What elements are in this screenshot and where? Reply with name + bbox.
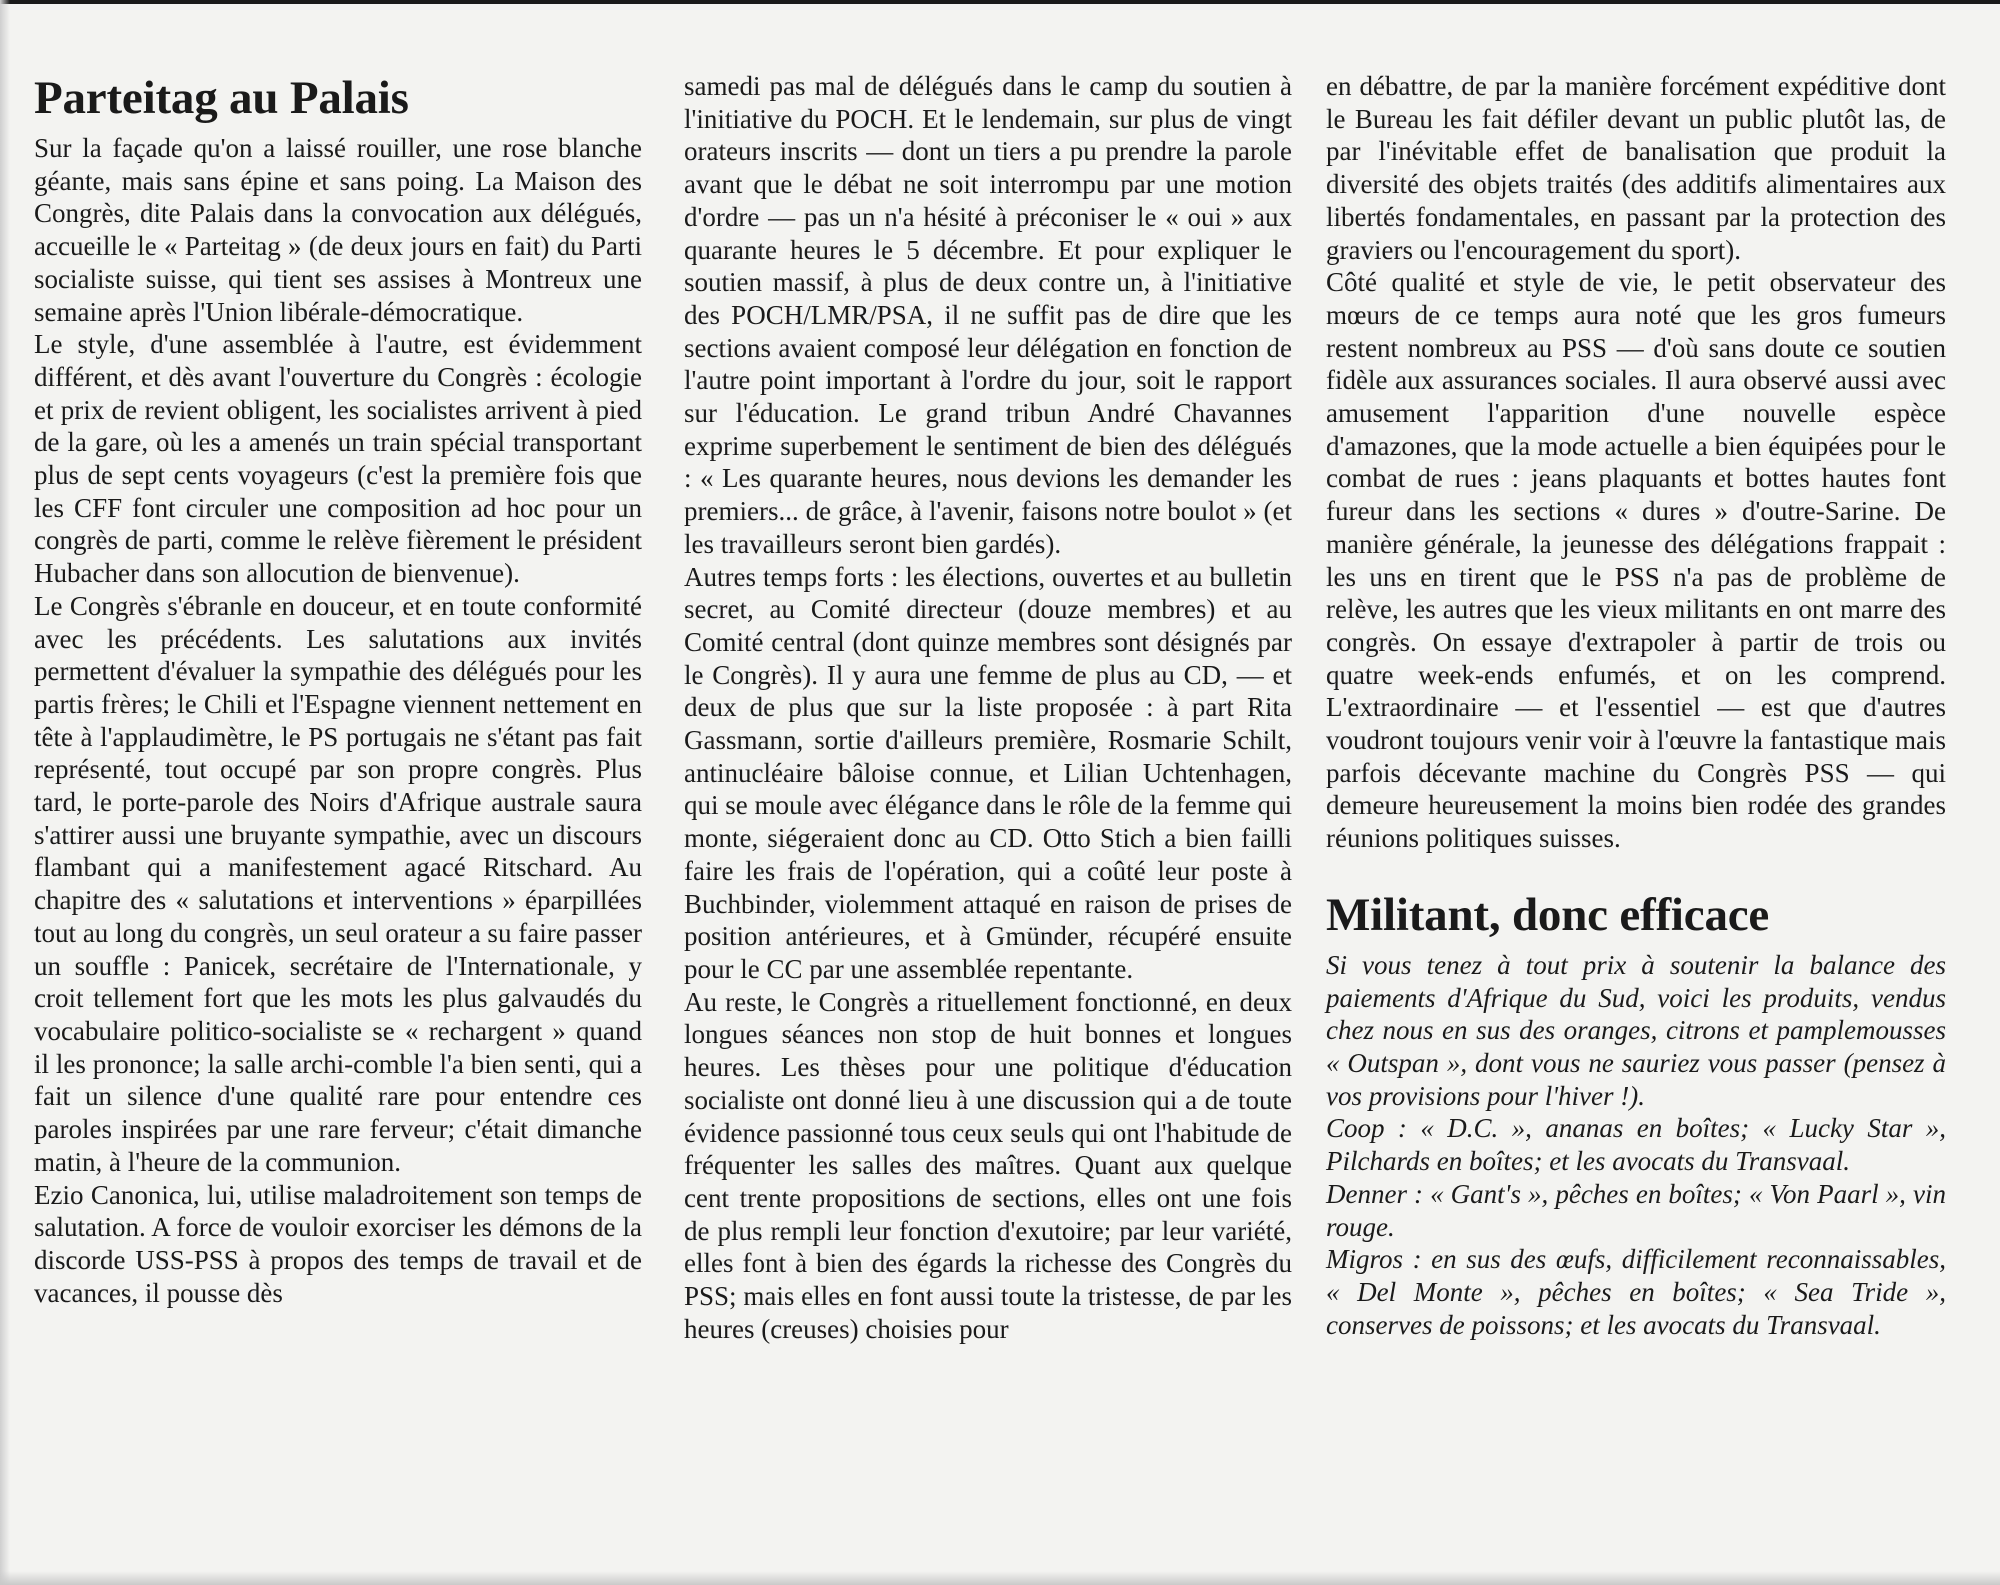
paragraph: Autres temps forts : les élections, ouvertes et au bulletin secret, au Comité directeur (douze membres) et au Comité central (dont quinze membres sont désignés par le Congrès). Il y aura une femme de plus au CD, — et deux de plus que sur la liste proposée : à part Rita Gassmann, sortie d'ailleurs première, Rosmarie Schilt, antinucléaire bâloise connue, et Lilian Uchtenhagen, qui se moule avec élégance dans le rôle de la femme qui monte, siégeraient donc au CD. Otto Stich a bien failli faire les frais de l'opération, qui a coûté leur poste à Buchbinder, violemment attaqué en raison de prises de position antérieures, et à Gmünder, récupéré ensuite pour le CC par une assemblée repentante. xyxy=(684,561,1292,984)
column-1 xyxy=(34,72,642,1309)
paragraph: Ezio Canonica, lui, utilise maladroitement son temps de salutation. A force de vouloir exorciser les démons de la discorde USS-PSS à propos des temps de travail et de vacances, il pousse dès xyxy=(34,1179,642,1308)
paragraph: Sur la façade qu'on a laissé rouiller, une rose blanche géante, mais sans épine et sans poing. La Maison des Congrès, dite Palais dans la convocation aux délégués, accueille le « Parteitag » (de deux jours en fait) du Parti socialiste suisse, qui tient ses assises à Montreux une semaine après l'Union libérale-démocratique. xyxy=(34,133,642,327)
scan-edge-left xyxy=(0,0,10,1585)
article-title-militant: Militant, donc efficace xyxy=(1326,888,1770,941)
column-3 xyxy=(1326,70,1946,1341)
article-title-parteitag: Parteitag au Palais xyxy=(34,72,409,124)
paragraph: Denner : « Gant's », pêches en boîtes; « Von Paarl », vin rouge. xyxy=(1326,1178,1946,1242)
column-2 xyxy=(684,70,1292,1345)
scan-edge-bottom xyxy=(0,1571,2000,1585)
paragraph: Le style, d'une assemblée à l'autre, est évidemment différent, et dès avant l'ouverture du Congrès : écologie et prix de revient obligent, les socialistes arrivent à pied de la gare, où les a amenés un train spécial transportant plus de sept cents voyageurs (c'est la première fois que les CFF font circuler une composition ad hoc pour un congrès de parti, comme le relève fièrement le président Hubacher dans son allocution de bienvenue). xyxy=(34,329,642,589)
top-rule xyxy=(0,0,2000,4)
paragraph-continued: en débattre, de par la manière forcément expéditive dont le Bureau les fait défiler devant un public plutôt las, de par l'inévitable effet de banalisation que produit la diversité des objets traités (des additifs alimentaires aux libertés fondamentales, en passant par la protection des graviers ou l'encouragement du sport). xyxy=(1326,71,1946,265)
paragraph: Si vous tenez à tout prix à soutenir la balance des paiements d'Afrique du Sud, voici les produits, vendus chez nous en sus des oranges, citrons et pamplemousses « Outspan », dont vous ne sauriez vous passer (pensez à vos provisions pour l'hiver !). xyxy=(1326,949,1946,1111)
paragraph-continued: samedi pas mal de délégués dans le camp du soutien à l'initiative du POCH. Et le lendemain, sur plus de vingt orateurs inscrits — dont un tiers a pu prendre la parole avant que le débat ne soit interrompu par une motion d'ordre — pas un n'a hésité à préconiser le « oui » aux quarante heures le 5 décembre. Et pour expliquer le soutien massif, à plus de deux contre un, à l'initiative des POCH/LMR/PSA, il ne suffit pas de dire que les sections avaient composé leur délégation en fonction de l'autre point important à l'ordre du jour, soit le rapport sur l'éducation. Le grand tribun André Chavannes exprime superbement le sentiment de bien des délégués : « Les quarante heures, nous devions les demander les premiers... de grâce, à l'avenir, faisons notre boulot » (et les travailleurs seront bien gardés). xyxy=(684,71,1292,559)
paragraph: Côté qualité et style de vie, le petit observateur des mœurs de ce temps aura noté que les gros fumeurs restent nombreux au PSS — d'où sans doute ce soutien fidèle aux assurances sociales. Il aura observé aussi avec amusement l'apparition d'une nouvelle espèce d'amazones, que la mode actuelle a bien équipées pour le combat de rues : jeans plaquants et bottes hautes font fureur dans les sections « dures » d'outre-Sarine. De manière générale, la jeunesse des délégations frappait : les uns en tirent que le PSS n'a pas de problème de relève, les autres que les vieux militants en ont marre des congrès. On essaye d'extrapoler à partir de trois ou quatre week-ends enfumés, et on les comprend. L'extraordinaire — et l'essentiel — est que d'autres voudront toujours venir voir à l'œuvre la fantastique mais parfois décevante machine du Congrès PSS — qui demeure heureusement la moins bien rodée des grandes réunions politiques suisses. xyxy=(1326,267,1946,854)
paragraph: Le Congrès s'ébranle en douceur, et en toute conformité avec les précédents. Les salutations aux invités permettent d'évaluer la sympathie des délégués pour les partis frères; le Chili et l'Espagne viennent nettement en tête à l'applaudimètre, le PS portugais ne s'étant pas fait représenté, tout occupé par son propre congrès. Plus tard, le porte-parole des Noirs d'Afrique australe saura s'attirer aussi une bruyante sympathie, avec un discours flambant qui a manifestement agacé Ritschard. Au chapitre des « salutations et interventions » éparpillées tout au long du congrès, un seul orateur a su faire passer un souffle : Panicek, secrétaire de l'Internationale, y croit tellement fort que les mots les plus galvaudés du vocabulaire politico-socialiste se « rechargent » quand il les prononce; la salle archi-comble l'a bien senti, qui a fait un silence d'une qualité rare pour entendre ces paroles inspirées par une rare ferveur; c'était dimanche matin, à l'heure de la communion. xyxy=(34,590,642,1177)
paragraph: Au reste, le Congrès a rituellement fonctionné, en deux longues séances non stop de huit bonnes et longues heures. Les thèses pour une politique d'éducation socialiste ont donné lieu à une discussion qui a de toute évidence passionné tous ceux seuls qui ont l'habitude de fréquenter les salles des maîtres. Quant aux quelque cent trente propositions de sections, elles ont une fois de plus rempli leur fonction d'exutoire; par leur variété, elles font à bien des égards la richesse des Congrès du PSS; mais elles en font aussi toute la tristesse, de par les heures (creuses) choisies pour xyxy=(684,986,1292,1344)
paragraph: Coop : « D.C. », ananas en boîtes; « Lucky Star », Pilchards en boîtes; et les avocats du Transvaal. xyxy=(1326,1113,1946,1177)
paragraph: Migros : en sus des œufs, difficilement reconnaissables, « Del Monte », pêches en boîtes; « Sea Tride », conserves de poissons; et les avocats du Transvaal. xyxy=(1326,1244,1946,1340)
